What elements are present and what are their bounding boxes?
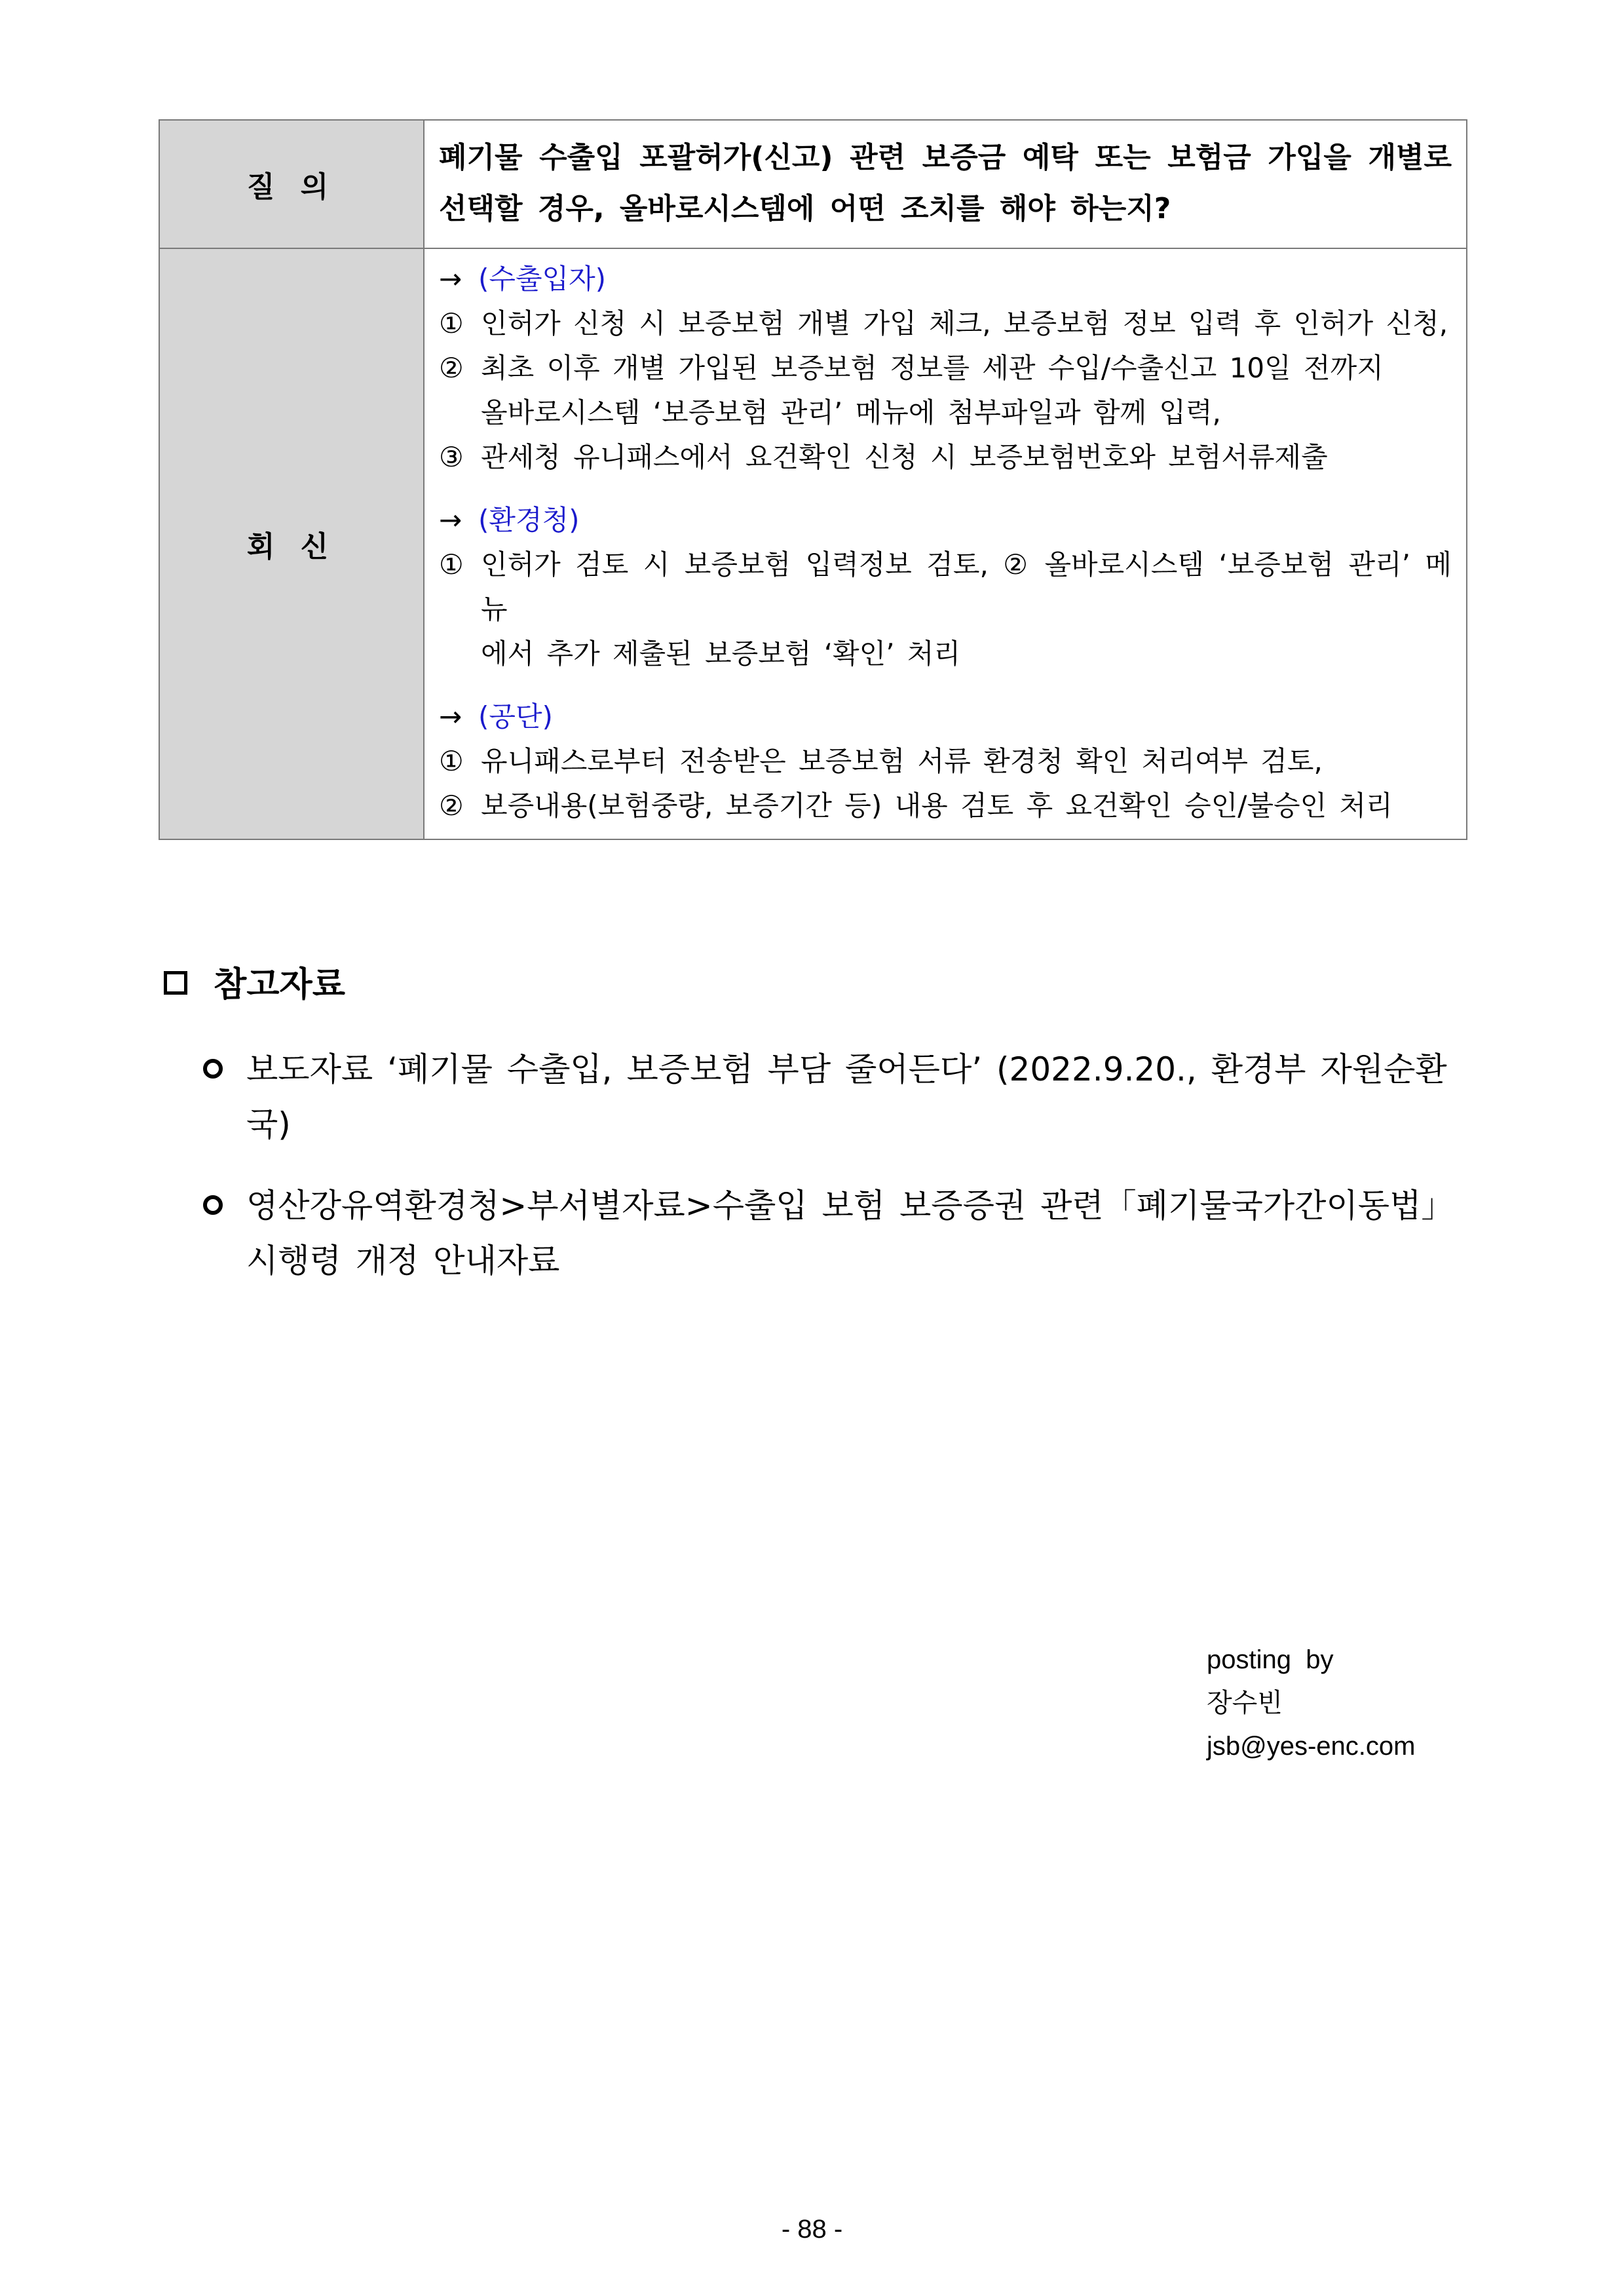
arrow-icon: → — [439, 263, 463, 295]
answer-item — [439, 346, 1452, 391]
item-number: ③ — [439, 441, 464, 473]
arrow-icon: → — [439, 700, 463, 733]
circle-bullet-icon — [203, 1195, 223, 1215]
item-text: 유니패스로부터 전송받은 보증보험 서류 환경청 확인 처리여부 검토, — [481, 745, 1323, 777]
circle-bullet-icon — [203, 1059, 223, 1079]
checkbox-square-icon — [164, 971, 187, 995]
item-text-continued: 올바로시스템 ‘보증보험 관리’ 메뉴에 첨부파일과 함께 입력, — [481, 396, 1221, 429]
item-text: 인허가 검토 시 보증보험 입력정보 검토, ② 올바로시스템 ‘보증보험 관리’ 메뉴 — [481, 548, 1452, 625]
reference-text: 영산강유역환경청>부서별자료>수출입 보험 보증증권 관련「폐기물국가간이동법」 시행령 개정 안내자료 — [246, 1187, 1454, 1280]
item-number: ① — [439, 548, 464, 581]
item-text: 인허가 신청 시 보증보험 개별 가입 체크, 보증보험 정보 입력 후 인허가 신청, — [481, 307, 1448, 339]
item-text-continued: 에서 추가 제출된 보증보험 ‘확인’ 처리 — [481, 638, 961, 670]
answer-label: 회 신 — [159, 248, 424, 839]
arrow-icon: → — [439, 504, 463, 536]
question-text: 폐기물 수출입 포괄허가(신고) 관련 보증금 예탁 또는 보험금 가입을 개별로 선택할 경우, 올바로시스템에 어떤 조치를 해야 하는지? — [424, 120, 1467, 248]
item-text: 보증내용(보험중량, 보증기간 등) 내용 검토 후 요건확인 승인/불승인 처리 — [481, 790, 1393, 822]
answer-group-exporter — [439, 257, 1452, 480]
reference-item — [203, 1042, 1487, 1152]
page-number: - 88 - — [781, 2215, 843, 2244]
posting-by: posting by — [1207, 1645, 1334, 1674]
item-number: ② — [439, 790, 464, 822]
qa-table — [159, 119, 1467, 840]
answer-item — [439, 301, 1452, 346]
answer-group-corporation — [439, 695, 1452, 828]
poster-email: jsb@yes-enc.com — [1207, 1732, 1416, 1761]
answer-item — [439, 784, 1452, 828]
party-label: (환경청) — [478, 504, 580, 536]
answer-group-env-office — [439, 498, 1452, 676]
item-number: ① — [439, 307, 464, 339]
item-number: ① — [439, 745, 464, 777]
item-text: 관세청 유니패스에서 요건확인 신청 시 보증보험번호와 보험서류제출 — [481, 441, 1328, 473]
reference-item — [203, 1178, 1487, 1288]
references-title: 참고자료 — [214, 965, 345, 1004]
poster-name: 장수빈 — [1207, 1689, 1283, 1717]
reference-text: 보도자료 ‘폐기물 수출입, 보증보험 부담 줄어든다’ (2022.9.20., 환경부 자원순환국) — [246, 1050, 1447, 1143]
answer-item — [439, 435, 1452, 480]
posting-info — [1207, 1638, 1415, 1768]
item-number: ② — [439, 352, 464, 384]
answer-item — [439, 739, 1452, 784]
party-label: (수출입자) — [478, 263, 607, 295]
references-heading — [164, 957, 345, 1006]
question-row — [159, 120, 1467, 248]
answer-content — [424, 248, 1467, 839]
answer-item — [439, 543, 1452, 632]
question-label: 질 의 — [159, 120, 424, 248]
item-text: 최초 이후 개별 가입된 보증보험 정보를 세관 수입/수출신고 10일 전까지 — [481, 352, 1384, 384]
party-label: (공단) — [478, 700, 553, 733]
answer-row — [159, 248, 1467, 839]
references-list — [203, 1042, 1487, 1314]
